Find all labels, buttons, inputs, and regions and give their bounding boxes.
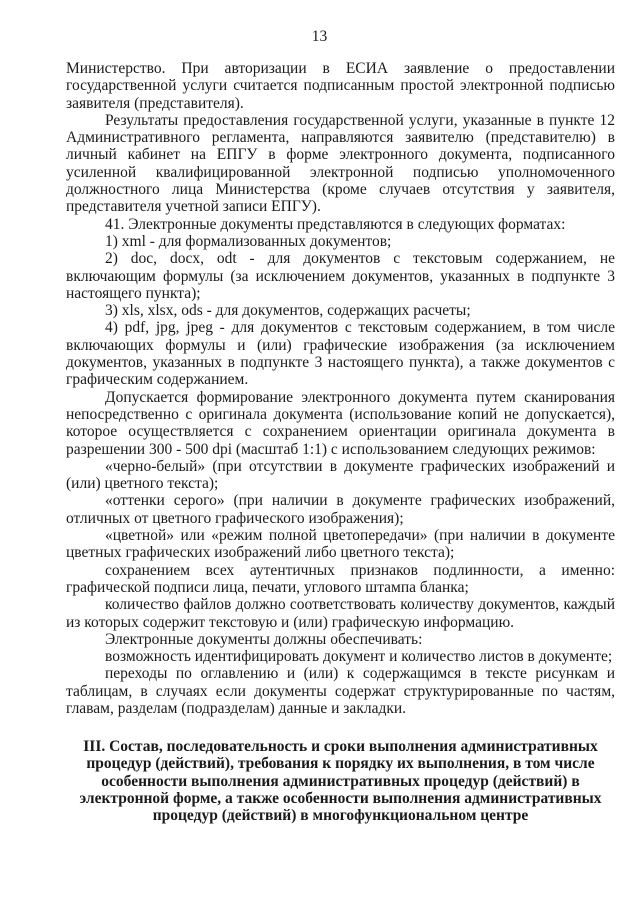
section-heading-text: III. Состав, последовательность и сроки выполнения административных процедур (действий), требования к порядку их выполнения, в том числе особенности выполнения административных процедур (действий) в электронной форме, а также особенности выполнения административных процедур (действий) в многофункциональном центре xyxy=(79,738,602,825)
list-item: 3) xls, xlsx, ods - для документов, содержащих расчеты; xyxy=(105,302,471,320)
list-item: 1) xml - для формализованных документов; xyxy=(105,232,392,250)
list-item: «цветной» или «режим полной цветопередачи» (при наличии в документе цветных графических изображений либо цветного текста); xyxy=(66,527,615,562)
list-item: возможность идентифицировать документ и количество листов в документе; xyxy=(105,648,613,666)
list-item: сохранением всех аутентичных признаков подлинности, а именно: графической подписи лица, печати, углового штампа бланка; xyxy=(66,561,615,596)
list-item: количество файлов должно соответствовать количеству документов, каждый из которых содержит текстовую и (или) графическую информацию. xyxy=(66,596,615,631)
paragraph: Допускается формирование электронного документа путем сканирования непосредственно с оригинала документа (использование копий не допускается), которое осуществляется с сохранением ориентации оригинала документа в разрешении 300 - 500 dpi (масштаб 1:1) с использованием следующих режимов: xyxy=(66,388,615,458)
list-item: 4) pdf, jpg, jpeg - для документов с текстовым содержанием, в том числе включающих формулы и (или) графические изображения (за исключением документов, указанных в подпункте 3 настоящего пункта), а также документов с графическим содержанием. xyxy=(66,319,615,389)
list-item: переходы по оглавлению и (или) к содержащимся в тексте рисункам и таблицам, в случаях если документы содержат структурированные по частям, главам, разделам (подразделам) данные и закладки. xyxy=(66,665,615,717)
paragraph: 41. Электронные документы представляются в следующих форматах: xyxy=(105,215,566,233)
list-item: «черно-белый» (при отсутствии в документе графических изображений и (или) цветного текста); xyxy=(66,457,615,493)
paragraph: Министерство. При авторизации в ЕСИА заявление о предоставлении государственной услуги считается подписанным простой электронной подписью заявителя (представителя). xyxy=(66,60,615,112)
paragraph: Электронные документы должны обеспечивать: xyxy=(105,630,423,648)
section-heading xyxy=(66,738,615,824)
paragraph: Результаты предоставления государственной услуги, указанные в пункте 12 Административного регламента, направляются заявителю (представителю) в личный кабинет на ЕПГУ в форме электронного документа, подписанного усиленной квалифицированной электронной подписью уполномоченного должностного лица Министерства (кроме случаев отсутствия у заявителя, представителя учетной записи ЕПГУ). xyxy=(66,111,615,216)
page-number: 13 xyxy=(311,28,328,45)
document-body xyxy=(66,60,615,717)
list-item: 2) doc, docx, odt - для документов с текстовым содержанием, не включающим формулы (за исключением документов, указанных в подпункте 3 настоящего пункта); xyxy=(66,250,615,302)
list-item: «оттенки серого» (при наличии в документе графических изображений, отличных от цветного графического изображения); xyxy=(66,492,615,527)
